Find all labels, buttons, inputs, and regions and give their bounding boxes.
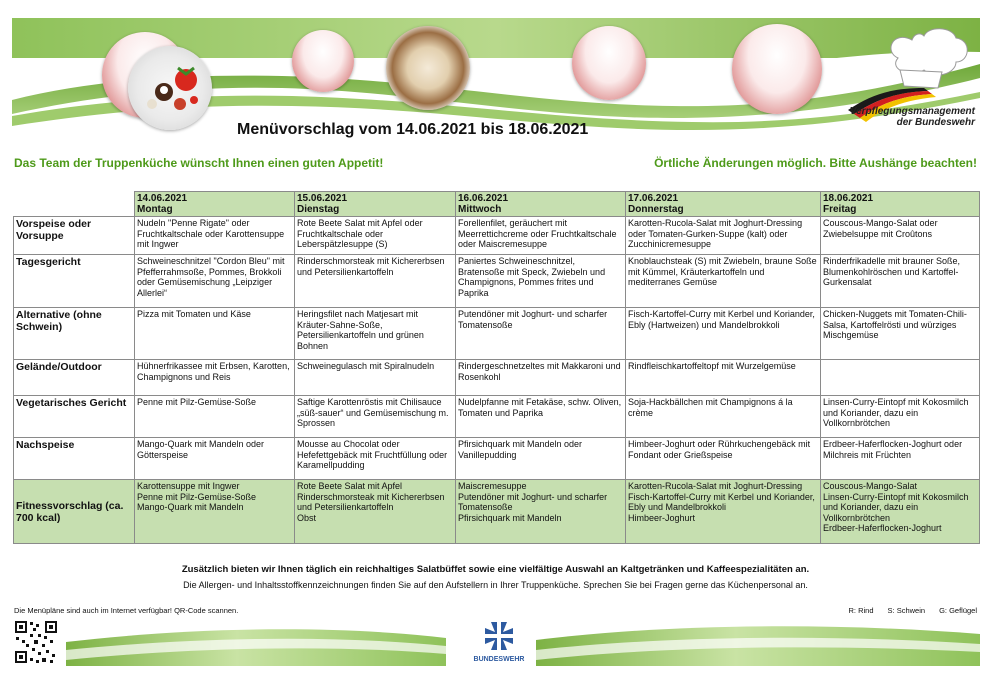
menu-cell: Hühnerfrikassee mit Erbsen, Karotten, Champignons und Reis	[135, 360, 295, 396]
legend-item: R: Rind	[848, 606, 874, 615]
legend-item: G: Geflügel	[939, 606, 977, 615]
meat-legend	[849, 606, 977, 615]
logo-line-2: der Bundeswehr	[896, 117, 975, 128]
table-corner-cell	[14, 192, 135, 217]
menu-cell: Soja-Hackbällchen mit Champignons á la crème	[626, 396, 821, 438]
menu-cell: Erdbeer-Haferflocken-Joghurt oder Milchreis mit Früchten	[821, 438, 980, 480]
table-row	[14, 255, 980, 308]
menu-cell: Himbeer-Joghurt oder Rührkuchengebäck mit Fondant oder Grießspeise	[626, 438, 821, 480]
day-header: 14.06.2021 Montag	[135, 192, 295, 217]
table-row	[14, 396, 980, 438]
table-row-fitness	[14, 480, 980, 544]
food-plate-image	[128, 46, 212, 130]
menu-cell: Chicken-Nuggets mit Tomaten-Chili-Salsa, Kartoffelrösti und würziges Mischgemüse	[821, 308, 980, 360]
menu-cell: Maiscremesuppe Putendöner mit Joghurt- und scharfer Tomatensoße Pfirsichquark mit Mandeln	[456, 480, 626, 544]
day-header: 15.06.2021 Dienstag	[295, 192, 456, 217]
menu-cell	[821, 360, 980, 396]
qr-code-icon[interactable]	[14, 620, 58, 664]
menu-cell: Forellenfilet, geräuchert mit Meerrettichcreme oder Fruchtkaltschale oder Maiscremesuppe	[456, 217, 626, 255]
coffee-dessert-image	[386, 26, 470, 110]
day-header: 16.06.2021 Mittwoch	[456, 192, 626, 217]
bundeswehr-logo	[469, 616, 529, 668]
notice-text: Örtliche Änderungen möglich. Bitte Aushänge beachten!	[654, 156, 977, 170]
bundeswehr-logo-text: BUNDESWEHR	[473, 656, 525, 663]
organization-logo-text	[825, 106, 975, 128]
menu-cell: Schweineschnitzel "Cordon Bleu" mit Pfefferrahmsoße, Pommes, Brokkoli oder Gemüsemischung „Leipziger Allerlei“	[135, 255, 295, 308]
salad-buffet-note: Zusätzlich bieten wir Ihnen täglich ein reichhaltiges Salatbüffet sowie eine vielfältige Auswahl an Kaltgetränken und Kaffeespezialitäten an.	[181, 564, 810, 575]
iron-cross-icon	[469, 616, 529, 656]
menu-cell: Pizza mit Tomaten und Käse	[135, 308, 295, 360]
weekly-menu-table	[13, 191, 980, 544]
category-cell: Vorspeise oder Vorsuppe	[14, 217, 135, 255]
category-cell: Fitnessvorschlag (ca. 700 kcal)	[14, 480, 135, 544]
category-cell: Alternative (ohne Schwein)	[14, 308, 135, 360]
menu-cell: Putendöner mit Joghurt- und scharfer Tomatensoße	[456, 308, 626, 360]
menu-cell: Heringsfilet nach Matjesart mit Kräuter-Sahne-Soße, Petersilienkartoffeln und grünen Bohnen	[295, 308, 456, 360]
menu-cell: Rote Beete Salat mit Apfel Rinderschmorsteak mit Kichererbsen und Petersilienkartoffeln Obst	[295, 480, 456, 544]
category-cell: Tagesgericht	[14, 255, 135, 308]
table-row	[14, 217, 980, 255]
logo-line-1: Verpflegungsmanagement	[849, 106, 975, 117]
legend-item: S: Schwein	[887, 606, 926, 615]
menu-cell: Mango-Quark mit Mandeln oder Götterspeise	[135, 438, 295, 480]
decorative-plate	[572, 26, 646, 100]
allergen-note: Die Allergen- und Inhaltsstoffkennzeichnungen finden Sie auf den Aufstellern in Ihrer Truppenküche. Sprechen Sie bei Fragen gerne das Küchenpersonal an.	[183, 580, 808, 590]
table-row	[14, 360, 980, 396]
menu-cell: Fisch-Kartoffel-Curry mit Kerbel und Koriander, Ebly (Hartweizen) und Mandelbrokkoli	[626, 308, 821, 360]
page-title: Menüvorschlag vom 14.06.2021 bis 18.06.2021	[237, 121, 589, 138]
menu-cell: Nudelpfanne mit Fetakäse, schw. Oliven, Tomaten und Paprika	[456, 396, 626, 438]
menu-cell: Rote Beete Salat mit Apfel oder Fruchtkaltschale oder Leberspätzlesuppe (S)	[295, 217, 456, 255]
category-cell: Nachspeise	[14, 438, 135, 480]
table-header-row	[14, 192, 980, 217]
table-row	[14, 308, 980, 360]
menu-cell: Karotten-Rucola-Salat mit Joghurt-Dressing Fisch-Kartoffel-Curry mit Kerbel und Koriander, Ebly und Mandelbrokkoli Himbeer-Joghurt	[626, 480, 821, 544]
menu-cell: Karotten-Rucola-Salat mit Joghurt-Dressing oder Tomaten-Gurken-Suppe (kalt) oder Zucchinicremesuppe	[626, 217, 821, 255]
menu-cell: Saftige Karottenröstis mit Chilisauce „süß-sauer“ und Gemüsemischung m. Sprossen	[295, 396, 456, 438]
category-cell: Gelände/Outdoor	[14, 360, 135, 396]
menu-cell: Linsen-Curry-Eintopf mit Kokosmilch und Koriander, dazu ein Vollkornbrötchen	[821, 396, 980, 438]
day-header: 18.06.2021 Freitag	[821, 192, 980, 217]
menu-cell: Couscous-Mango-Salat oder Zwiebelsuppe mit Croûtons	[821, 217, 980, 255]
menu-cell: Schweinegulasch mit Spiralnudeln	[295, 360, 456, 396]
menu-cell: Rinderschmorsteak mit Kichererbsen und Petersilienkartoffeln	[295, 255, 456, 308]
menu-cell: Knoblauchsteak (S) mit Zwiebeln, braune Soße mit Kümmel, Kräuterkartoffeln und mediterranes Gemüse	[626, 255, 821, 308]
menu-cell: Penne mit Pilz-Gemüse-Soße	[135, 396, 295, 438]
strawberry-dessert-icon	[128, 46, 212, 130]
menu-cell: Mousse au Chocolat oder Hefefettgebäck mit Fruchtfüllung oder Karamellpudding	[295, 438, 456, 480]
decorative-plate	[292, 30, 354, 92]
menu-cell: Paniertes Schweineschnitzel, Bratensoße mit Speck, Zwiebeln und Champignons, Pommes frites und Paprika	[456, 255, 626, 308]
menu-cell: Rinderfrikadelle mit brauner Soße, Blumenkohlröschen und Kartoffel-Gurkensalat	[821, 255, 980, 308]
menu-cell: Karottensuppe mit Ingwer Penne mit Pilz-Gemüse-Soße Mango-Quark mit Mandeln	[135, 480, 295, 544]
menu-cell: Couscous-Mango-Salat Linsen-Curry-Eintopf mit Kokosmilch und Koriander, dazu ein Vollkornbrötchen Erdbeer-Haferflocken-Joghurt	[821, 480, 980, 544]
greeting-text: Das Team der Truppenküche wünscht Ihnen einen guten Appetit!	[14, 156, 384, 170]
menu-cell: Rindfleischkartoffeltopf mit Wurzelgemüse	[626, 360, 821, 396]
day-header: 17.06.2021 Donnerstag	[626, 192, 821, 217]
internet-note: Die Menüpläne sind auch im Internet verfügbar! QR-Code scannen.	[14, 606, 239, 615]
menu-cell: Pfirsichquark mit Mandeln oder Vanillepudding	[456, 438, 626, 480]
menu-cell: Rindergeschnetzeltes mit Makkaroni und Rosenkohl	[456, 360, 626, 396]
decorative-plate	[732, 24, 822, 114]
table-row	[14, 438, 980, 480]
menu-cell: Nudeln "Penne Rigate" oder Fruchtkaltschale oder Karottensuppe mit Ingwer	[135, 217, 295, 255]
category-cell: Vegetarisches Gericht	[14, 396, 135, 438]
